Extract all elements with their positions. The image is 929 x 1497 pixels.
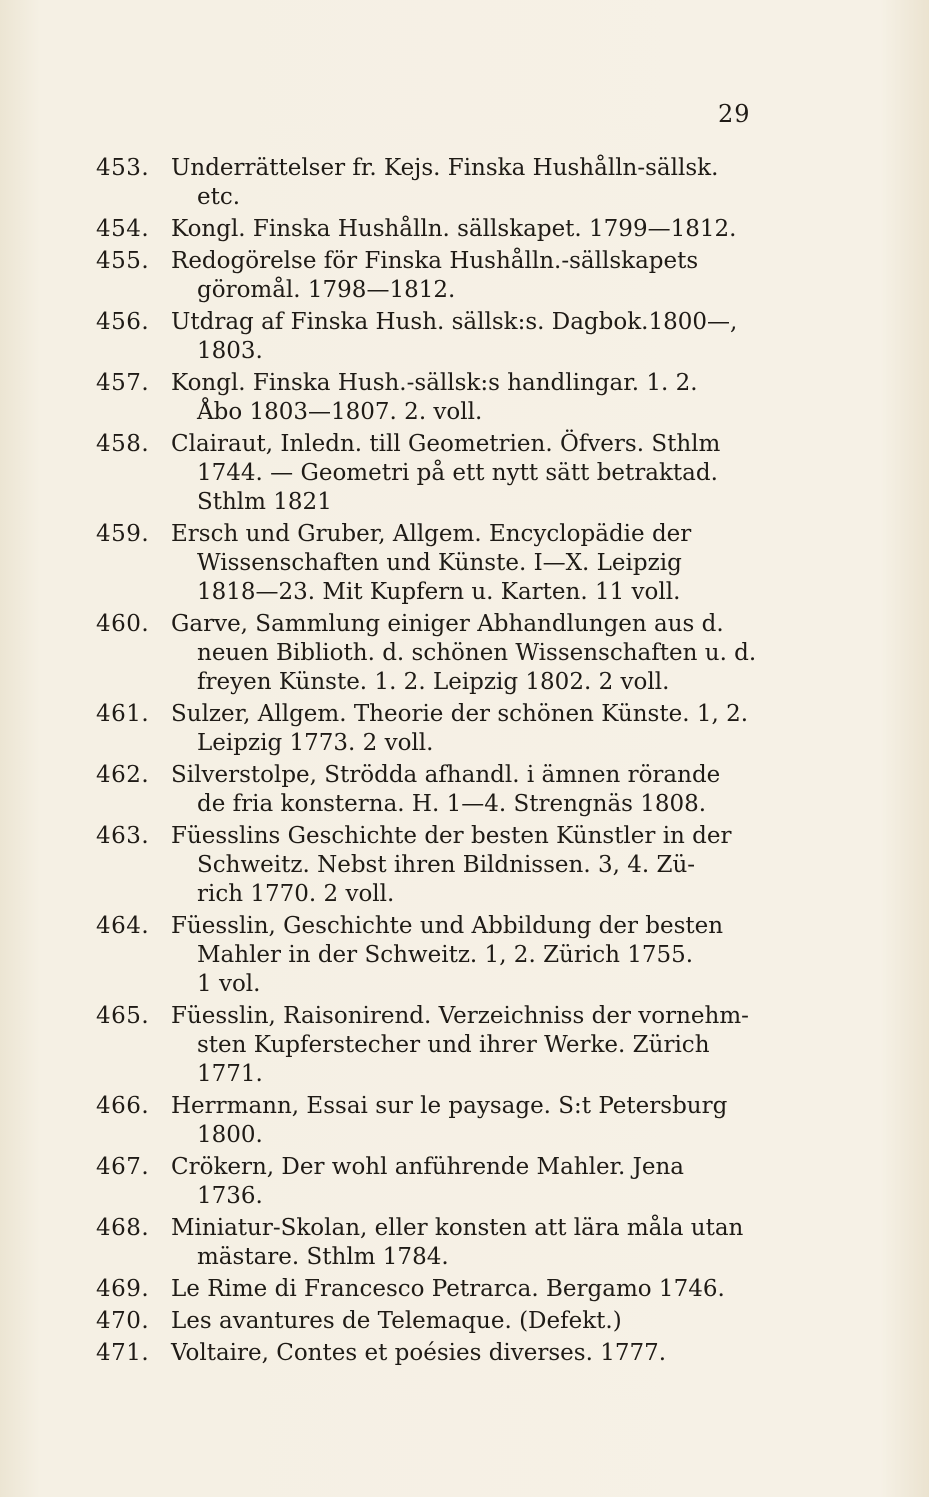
entry-text [171,1339,786,1368]
catalog-entry-list [96,154,816,1371]
entry-line: 1803. [197,338,263,364]
entry-line: Schweitz. Nebst ihren Bildnissen. 3, 4. Zü- [197,852,696,878]
entry-text [171,247,786,305]
catalog-entry [96,430,816,517]
entry-line: 1818—23. Mit Kupfern u. Karten. 11 voll. [197,579,681,605]
entry-line: Sulzer, Allgem. Theorie der schönen Künste. 1, 2. [171,701,749,727]
catalog-entry [96,700,816,758]
entry-number: 466. [96,1093,150,1119]
entry-line: 1744. — Geometri på ett nytt sätt betraktad. [197,460,718,486]
entry-number: 462. [96,762,150,788]
catalog-entry [96,1214,816,1272]
catalog-entry [96,1307,816,1336]
entry-line: neuen Biblioth. d. schönen Wissenschaften u. d. [197,640,757,666]
catalog-entry [96,308,816,366]
entry-line: Clairaut, Inledn. till Geometrien. Öfvers. Sthlm [171,431,721,457]
catalog-entry [96,761,816,819]
catalog-entry [96,520,816,607]
catalog-entry [96,1153,816,1211]
entry-text [171,1153,786,1211]
entry-line: de fria konsterna. H. 1—4. Strengnäs 1808. [197,791,707,817]
catalog-entry [96,215,816,244]
entry-line: Les avantures de Telemaque. (Defekt.) [171,1308,622,1334]
entry-number: 459. [96,521,150,547]
entry-line: Mahler in der Schweitz. 1, 2. Zürich 1755. [197,942,694,968]
catalog-entry [96,1275,816,1304]
entry-text [171,520,786,607]
entry-text [171,1092,786,1150]
entry-line: Utdrag af Finska Hush. sällsk:s. Dagbok.1800—, [171,309,738,335]
entry-line: Voltaire, Contes et poésies diverses. 1777. [171,1340,667,1366]
entry-line: Silverstolpe, Strödda afhandl. i ämnen rörande [171,762,721,788]
entry-line: Le Rime di Francesco Petrarca. Bergamo 1746. [171,1276,725,1302]
entry-line: göromål. 1798—1812. [197,277,456,303]
entry-text [171,1214,786,1272]
entry-number: 464. [96,913,150,939]
catalog-entry [96,822,816,909]
entry-number: 471. [96,1340,150,1366]
entry-line: Kongl. Finska Hush.-sällsk:s handlingar. 1. 2. [171,370,698,396]
entry-text [171,912,786,999]
entry-line: sten Kupferstecher und ihrer Werke. Zürich [197,1032,710,1058]
entry-line: Wissenschaften und Künste. I—X. Leipzig [197,550,682,576]
entry-line: Åbo 1803—1807. 2. voll. [197,399,483,425]
catalog-entry [96,1002,816,1089]
entry-number: 465. [96,1003,150,1029]
entry-line: etc. [197,184,241,210]
catalog-entry [96,1092,816,1150]
entry-line: Füesslins Geschichte der besten Künstler in der [171,823,732,849]
catalog-entry [96,610,816,697]
entry-text [171,1275,786,1304]
entry-number: 457. [96,370,150,396]
entry-number: 469. [96,1276,150,1302]
entry-text [171,761,786,819]
entry-line: 1736. [197,1183,263,1209]
entry-line: Herrmann, Essai sur le paysage. S:t Petersburg [171,1093,728,1119]
catalog-entry [96,247,816,305]
entry-number: 470. [96,1308,150,1334]
entry-number: 454. [96,216,150,242]
catalog-entry [96,912,816,999]
entry-line: Kongl. Finska Hushålln. sällskapet. 1799—1812. [171,216,737,242]
entry-line: Miniatur-Skolan, eller konsten att lära måla utan [171,1215,744,1241]
entry-line: Garve, Sammlung einiger Abhandlungen aus d. [171,611,724,637]
entry-text [171,1307,786,1336]
entry-number: 458. [96,431,150,457]
entry-line: mästare. Sthlm 1784. [197,1244,449,1270]
entry-text [171,308,786,366]
entry-number: 453. [96,155,150,181]
catalog-entry [96,369,816,427]
entry-line: Sthlm 1821 [197,489,332,515]
entry-line: 1771. [197,1061,263,1087]
entry-line: Leipzig 1773. 2 voll. [197,730,434,756]
entry-line: Füesslin, Geschichte und Abbildung der besten [171,913,724,939]
page-number: 29 [718,100,751,128]
entry-line: freyen Künste. 1. 2. Leipzig 1802. 2 voll. [197,669,670,695]
entry-line: Redogörelse för Finska Hushålln.-sällskapets [171,248,699,274]
catalog-entry [96,1339,816,1368]
entry-number: 456. [96,309,150,335]
entry-text [171,610,786,697]
entry-number: 463. [96,823,150,849]
entry-number: 455. [96,248,150,274]
entry-line: Crökern, Der wohl anführende Mahler. Jena [171,1154,685,1180]
entry-line: Füesslin, Raisonirend. Verzeichniss der vornehm- [171,1003,749,1029]
entry-line: rich 1770. 2 voll. [197,881,395,907]
entry-line: 1 vol. [197,971,261,997]
catalog-entry [96,154,816,212]
entry-line: Underrättelser fr. Kejs. Finska Hushålln-sällsk. [171,155,719,181]
entry-text [171,700,786,758]
entry-text [171,154,786,212]
entry-number: 467. [96,1154,150,1180]
entry-text [171,430,786,517]
entry-text [171,369,786,427]
entry-text [171,822,786,909]
entry-line: 1800. [197,1122,263,1148]
entry-text [171,1002,786,1089]
entry-number: 460. [96,611,150,637]
entry-number: 461. [96,701,150,727]
entry-number: 468. [96,1215,150,1241]
entry-line: Ersch und Gruber, Allgem. Encyclopädie der [171,521,692,547]
entry-text [171,215,786,244]
